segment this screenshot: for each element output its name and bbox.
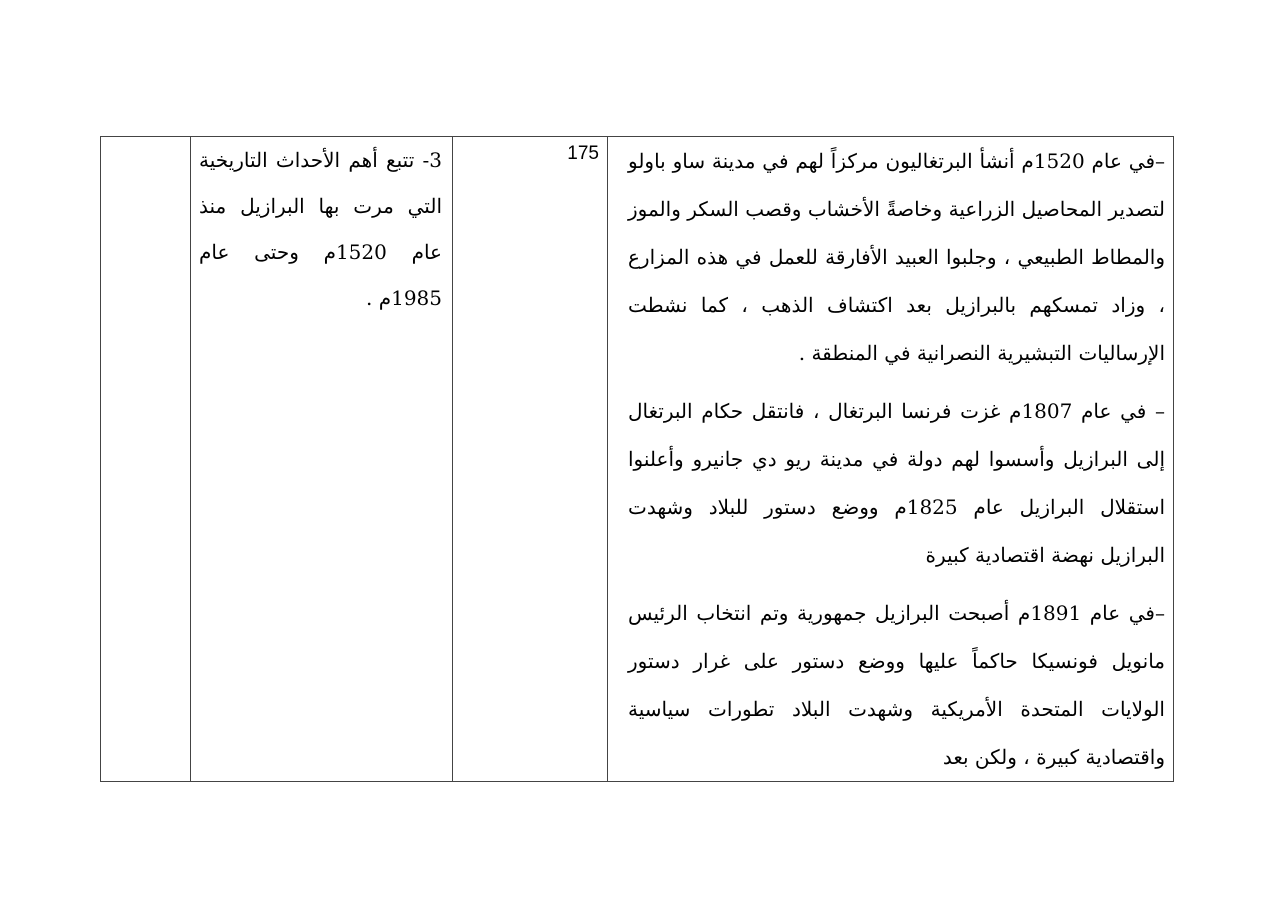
history-table — [100, 136, 1174, 782]
answer-content — [608, 137, 1173, 781]
answer-paragraph: – في عام 1807م غزت فرنسا البرتغال ، فانتقل حكام البرتغال إلى البرازيل وأسسوا لهم دولة في مدينة ريو دي جانيرو وأعلنوا استقلال البرازيل عام 1825م ووضع دستور للبلاد وشهدت البرازيل نهضة اقتصادية كبيرة — [628, 399, 1166, 567]
question-cell — [191, 137, 453, 782]
answer-paragraph: –في عام 1891م أصبحت البرازيل جمهورية وتم انتخاب الرئيس مانويل فونسيكا حاكماً عليها ووضع دستور على غرار دستور الولايات المتحدة الأمريكية وشهدت البلاد تطورات سياسية واقتصادية كبيرة ، ولكن بعد — [628, 601, 1165, 769]
answer-cell — [608, 137, 1174, 782]
empty-cell — [101, 137, 191, 782]
document-table-wrapper — [100, 136, 1173, 769]
table-row — [101, 137, 1174, 782]
page-number: 175 — [567, 143, 599, 164]
page-number-cell — [453, 137, 608, 782]
answer-paragraph: –في عام 1520م أنشأ البرتغاليون مركزاً لهم في مدينة ساو باولو لتصدير المحاصيل الزراعية وخاصةً الأخشاب وقصب السكر والموز والمطاط الطبيعي ، وجلبوا العبيد الأفارقة للعمل في هذه المزارع ، وزاد تمسكهم بالبرازيل بعد اكتشاف الذهب ، كما نشطت الإرساليات التبشيرية النصرانية في المنطقة . — [628, 149, 1166, 365]
question-text: 3- تتبع أهم الأحداث التاريخية التي مرت بها البرازيل منذ عام 1520م وحتى عام 1985م . — [199, 148, 442, 310]
